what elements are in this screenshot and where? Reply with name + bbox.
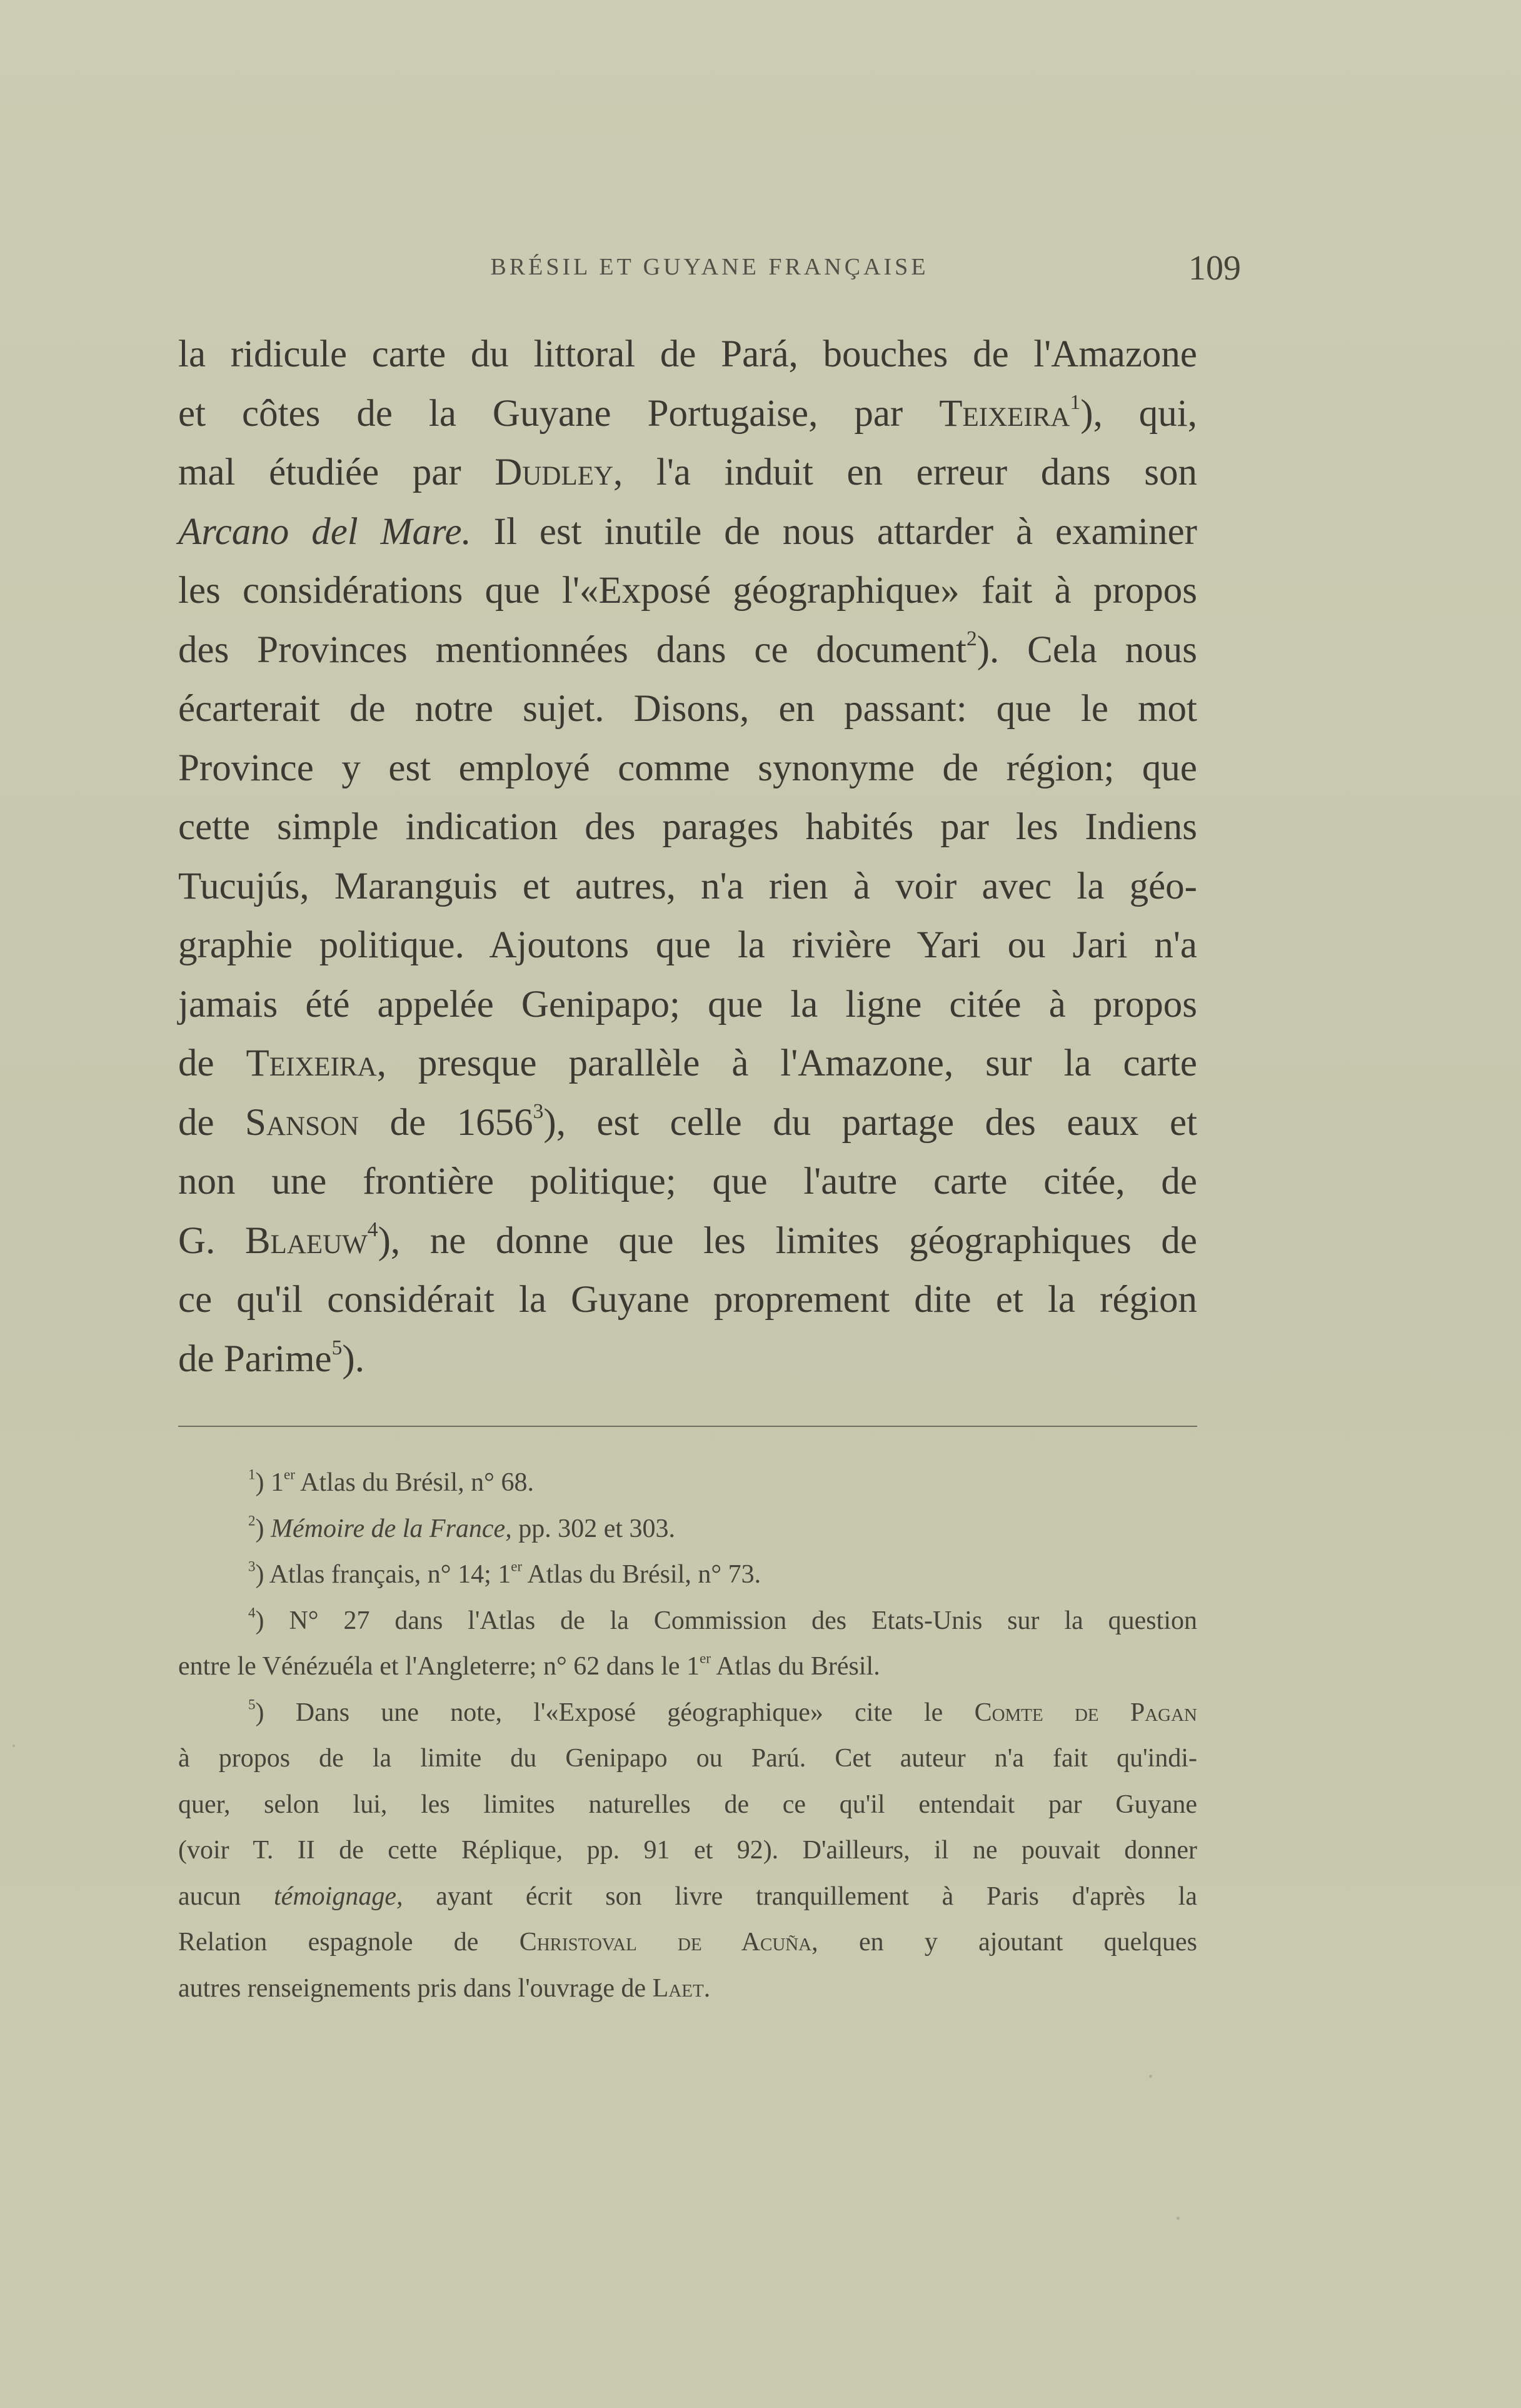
- footnote-3: $^3$) Atlas français, n° 14; 1er Atlas du Brésil, n° 73.: [248, 1558, 761, 1589]
- text-line: G. Blaeuw$^4$), ne donne que les limites géographiques de: [178, 1217, 1197, 1262]
- footnote-ref: 2: [966, 627, 977, 650]
- text-line: Arcano del Mare. Il est inutile de nous attarder à examiner: [178, 510, 1197, 553]
- footnote-4-cont: entre le Vénézuéla et l'Angleterre; n° 62 dans le 1er Atlas du Brésil.: [178, 1650, 880, 1681]
- text-line: graphie politique. Ajoutons que la rivière Yari ou Jari n'a: [178, 924, 1197, 966]
- footnote-ref: 5: [331, 1336, 343, 1359]
- author-name: Blaeuw: [244, 1219, 368, 1262]
- work-title: Arcano del Mare.: [178, 510, 471, 553]
- footnotes: [178, 1460, 1197, 2012]
- footnote-5-cont: quer, selon lui, les limites naturelles de ce qu'il entendait par Guyane: [178, 1790, 1197, 1819]
- text-line: et côtes de la Guyane Portugaise, par Teixeira$^1$), qui,: [178, 390, 1197, 435]
- footnote-5: $^5$) Dans une note, l'«Exposé géographique» cite le Comte de Pagan: [248, 1696, 1197, 1727]
- text-line: non une frontière politique; que l'autre carte citée, de: [178, 1161, 1197, 1202]
- text-line: les considérations que l'«Exposé géographique» fait à propos: [178, 570, 1197, 612]
- footnote-1: $^1$) 1er Atlas du Brésil, n° 68.: [248, 1466, 534, 1497]
- footnote-5-cont: (voir T. II de cette Réplique, pp. 91 et 92). D'ailleurs, il ne pouvait donner: [178, 1836, 1197, 1865]
- footnote-5-cont: à propos de la limite du Genipapo ou Parú. Cet auteur n'a fait qu'indi-: [178, 1744, 1197, 1773]
- text-line: la ridicule carte du littoral de Pará, bouches de l'Amazone: [178, 333, 1197, 375]
- page-header: [178, 249, 1241, 297]
- footnote-5-cont: aucun témoignage, ayant écrit son livre tranquillement à Paris d'après la: [178, 1882, 1197, 1911]
- author-name: Teixeira: [246, 1042, 377, 1084]
- footnote-mark: 3: [248, 1558, 256, 1574]
- text-line: de Parime$^5$).: [178, 1336, 364, 1380]
- text-line: de Sanson de 1656$^3$), est celle du partage des eaux et: [178, 1099, 1198, 1144]
- footnote-ref: 1: [1070, 390, 1081, 414]
- author-name: Laet: [652, 1973, 704, 2003]
- footnote-5-cont: autres renseignements pris dans l'ouvrage de Laet.: [178, 1973, 711, 2003]
- author-name: Comte de Pagan: [974, 1698, 1197, 1727]
- text-line: des Provinces mentionnées dans ce document$^2$). Cela nous: [178, 627, 1197, 671]
- footnote-mark: 5: [248, 1696, 256, 1713]
- paper-speck: [1149, 2075, 1152, 2078]
- footnote-divider: [178, 1426, 1197, 1427]
- footnote-2: $^2$) Mémoire de la France, pp. 302 et 303.: [248, 1512, 676, 1543]
- main-text: [178, 325, 1197, 1389]
- text-line: de Teixeira, presque parallèle à l'Amazone, sur la carte: [178, 1042, 1197, 1084]
- emphasis: témoignage,: [274, 1882, 403, 1911]
- text-line: écarterait de notre sujet. Disons, en passant: que le mot: [178, 688, 1197, 730]
- running-title: BRÉSIL ET GUYANE FRANÇAISE: [490, 254, 929, 280]
- author-name: Dudley: [494, 451, 614, 493]
- text-line: jamais été appelée Genipapo; que la ligne citée à propos: [178, 983, 1197, 1025]
- author-name: Christoval de Acuña: [519, 1928, 812, 1957]
- author-name: Sanson: [245, 1101, 359, 1144]
- text-line: cette simple indication des parages habités par les Indiens: [178, 806, 1197, 848]
- footnote-4: $^4$) N° 27 dans l'Atlas de la Commission des Etats-Unis sur la question: [248, 1604, 1197, 1635]
- text-line: Province y est employé comme synonyme de région; que: [178, 747, 1197, 789]
- paper-speck: [1177, 2217, 1180, 2220]
- footnote-mark: 1: [248, 1466, 256, 1483]
- text-line: Tucujús, Maranguis et autres, n'a rien à voir avec la géo-: [178, 865, 1197, 907]
- text-line: mal étudiée par Dudley, l'a induit en erreur dans son: [178, 451, 1197, 493]
- paper-speck: [13, 1745, 15, 1747]
- footnote-ref: 3: [533, 1099, 544, 1123]
- footnote-5-cont: Relation espagnole de Christoval de Acuña, en y ajoutant quelques: [178, 1928, 1197, 1957]
- footnote-mark: 4: [248, 1604, 256, 1621]
- page-number: 109: [1188, 249, 1241, 288]
- text-line: ce qu'il considérait la Guyane proprement dite et la région: [178, 1279, 1197, 1321]
- author-name: Teixeira: [939, 392, 1070, 435]
- footnote-ref: 4: [367, 1217, 378, 1241]
- work-title: Mémoire de la France,: [271, 1514, 512, 1543]
- footnote-mark: 2: [248, 1512, 256, 1529]
